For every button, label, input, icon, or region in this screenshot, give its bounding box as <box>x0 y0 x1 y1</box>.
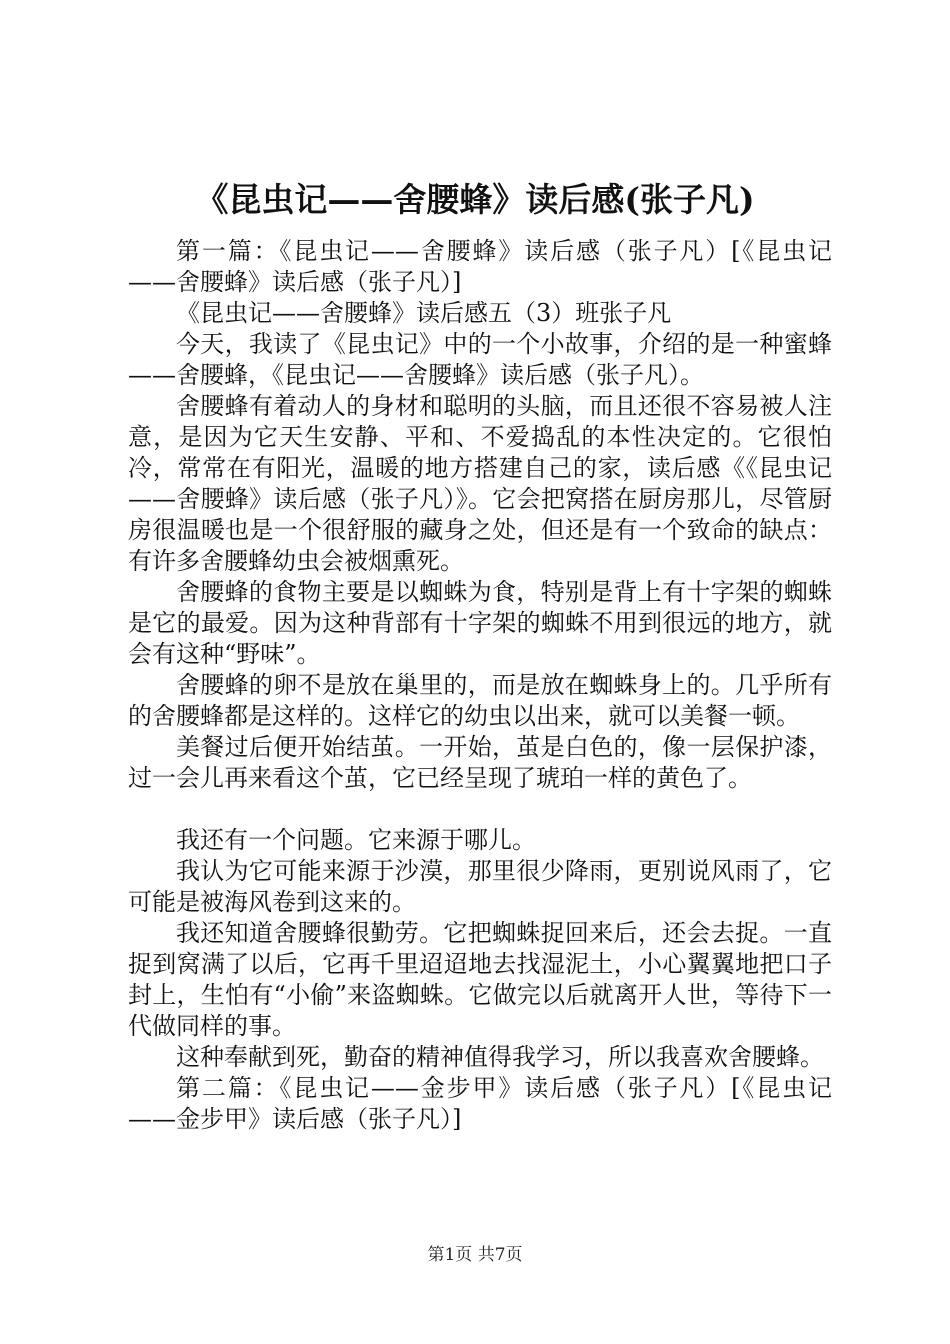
page-number-footer: 第1页 共7页 <box>427 1245 523 1265</box>
paragraph-12: 第二篇：《昆虫记——金步甲》读后感（张子凡）[《昆虫记——金步甲》读后感（张子凡）] <box>128 1074 832 1133</box>
paragraph-3: 今天，我读了《昆虫记》中的一个小故事，介绍的是一种蜜蜂——舍腰蜂，《昆虫记——舍腰蜂》读后感（张子凡）。 <box>128 330 832 389</box>
paragraph-6: 舍腰蜂的卵不是放在巢里的，而是放在蜘蛛身上的。几乎所有的舍腰蜂都是这样的。这样它的幼虫以出来，就可以美餐一顿。 <box>128 671 832 730</box>
paragraph-10: 我还知道舍腰蜂很勤劳。它把蜘蛛捉回来后，还会去捉。一直捉到窝满了以后，它再千里迢迢地去找湿泥土，小心翼翼地把口子封上，生怕有“小偷”来盗蜘蛛。它做完以后就离开人世，等待下一代做同样的事。 <box>128 919 832 1040</box>
paragraph-9: 我认为它可能来源于沙漠，那里很少降雨，更别说风雨了，它可能是被海风卷到这来的。 <box>128 857 832 916</box>
document-title: 《昆虫记——舍腰蜂》读后感(张子凡) <box>195 180 755 219</box>
paragraph-2: 《昆虫记——舍腰蜂》读后感五（3）班张子凡 <box>176 299 672 327</box>
paragraph-8: 我还有一个问题。它来源于哪儿。 <box>176 826 536 854</box>
paragraph-7: 美餐过后便开始结茧。一开始，茧是白色的，像一层保护漆，过一会儿再来看这个茧，它已经呈现了琥珀一样的黄色了。 <box>128 733 832 792</box>
paragraph-1: 第一篇：《昆虫记——舍腰蜂》读后感（张子凡）[《昆虫记——舍腰蜂》读后感（张子凡）] <box>128 237 832 296</box>
document-body <box>128 236 832 1135</box>
paragraph-11: 这种奉献到死，勤奋的精神值得我学习，所以我喜欢舍腰蜂。 <box>176 1043 824 1071</box>
paragraph-4: 舍腰蜂有着动人的身材和聪明的头脑，而且还很不容易被人注意，是因为它天生安静、平和、不爱捣乱的本性决定的。它很怕冷，常常在有阳光，温暖的地方搭建自己的家，读后感《《昆虫记——舍腰蜂》读后感（张子凡）》。它会把窝搭在厨房那儿，尽管厨房很温暖也是一个很舒服的藏身之处，但还是有一个致命的缺点：有许多舍腰蜂幼虫会被烟熏死。 <box>128 392 832 575</box>
paragraph-5: 舍腰蜂的食物主要是以蜘蛛为食，特别是背上有十字架的蜘蛛是它的最爱。因为这种背部有十字架的蜘蛛不用到很远的地方，就会有这种“野味”。 <box>128 578 832 668</box>
